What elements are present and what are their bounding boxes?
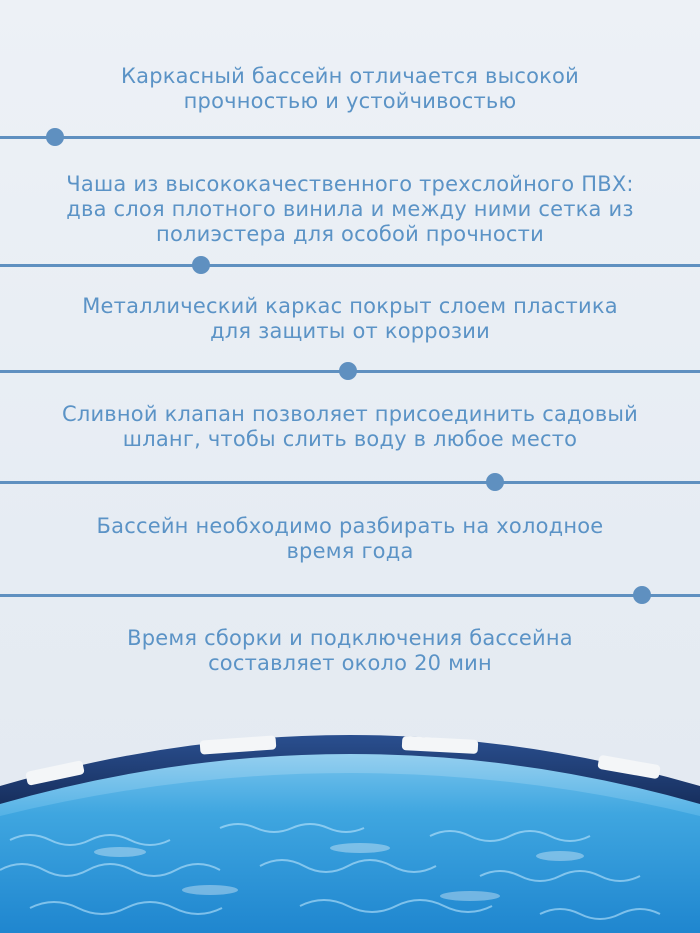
divider-1-dot — [46, 128, 64, 146]
feature-6 — [0, 626, 700, 676]
divider-2-dot — [192, 256, 210, 274]
feature-1 — [0, 64, 700, 114]
feature-5-line-2: время года — [286, 539, 414, 563]
feature-2-line-2: два слоя плотного винила и между ними сетка из — [66, 197, 634, 221]
feature-3-line-1: Металлический каркас покрыт слоем пластика — [82, 294, 618, 318]
feature-5 — [0, 514, 700, 564]
feature-5-line-1: Бассейн необходимо разбирать на холодное — [96, 514, 604, 538]
divider-2 — [0, 264, 700, 267]
feature-4-line-1: Сливной клапан позволяет присоединить садовый — [61, 402, 639, 426]
divider-5-dot — [633, 586, 651, 604]
feature-2-line-1: Чаша из высококачественного трехслойного ПВХ: — [66, 172, 634, 196]
divider-4-dot — [486, 473, 504, 491]
feature-6-line-2: составляет около 20 мин — [208, 651, 492, 675]
feature-2-line-3: полиэстера для особой прочности — [156, 222, 544, 246]
feature-6-line-1: Время сборки и подключения бассейна — [127, 626, 573, 650]
divider-1 — [0, 136, 700, 139]
feature-1-line-1: Каркасный бассейн отличается высокой — [121, 64, 579, 88]
feature-3-line-2: для защиты от коррозии — [210, 319, 490, 343]
divider-5 — [0, 594, 700, 597]
pool-photo — [0, 720, 700, 933]
feature-2 — [0, 172, 700, 247]
feature-1-line-2: прочностью и устойчивостью — [183, 89, 517, 113]
divider-3-dot — [339, 362, 357, 380]
divider-3 — [0, 370, 700, 373]
divider-4 — [0, 481, 700, 484]
feature-4-line-2: шланг, чтобы слить воду в любое место — [122, 427, 578, 451]
feature-4 — [0, 402, 700, 452]
feature-3 — [0, 294, 700, 344]
